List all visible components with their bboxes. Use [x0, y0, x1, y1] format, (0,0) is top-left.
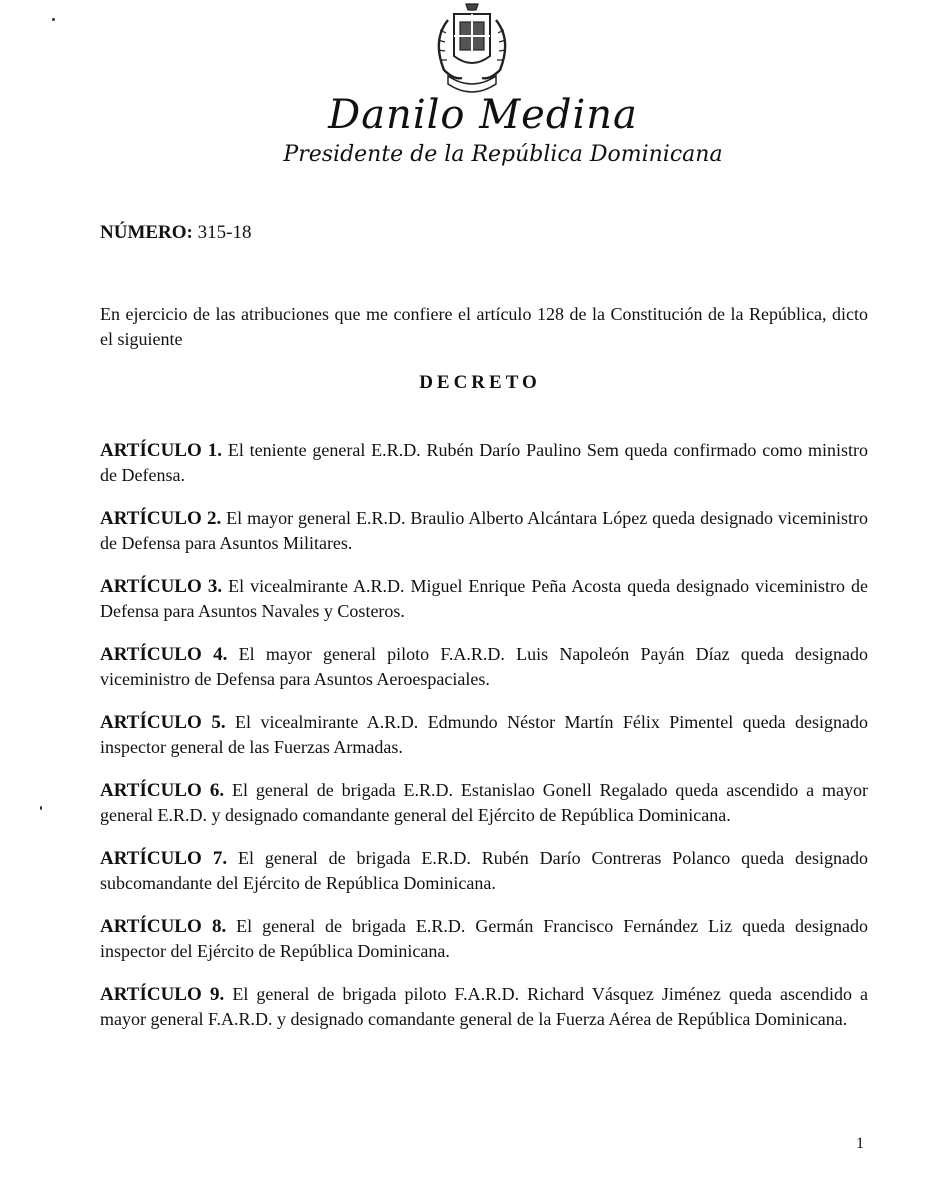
- article-label: ARTÍCULO 1.: [100, 440, 223, 461]
- decree-number-value: 315-18: [197, 222, 252, 243]
- article-5: [100, 710, 868, 759]
- decree-number: [100, 222, 251, 244]
- article-9: [100, 982, 868, 1031]
- scan-speck: [40, 806, 42, 810]
- article-2: [100, 506, 868, 555]
- article-6: [100, 778, 868, 827]
- decree-number-label: NÚMERO:: [100, 222, 193, 243]
- article-text: El vicealmirante A.R.D. Miguel Enrique Peña Acosta queda designado viceministro de Defensa para Asuntos Navales y Costeros.: [100, 576, 868, 621]
- article-3: [100, 574, 868, 623]
- article-label: ARTÍCULO 9.: [100, 984, 225, 1005]
- article-text: El teniente general E.R.D. Rubén Darío Paulino Sem queda confirmado como ministro de Defensa.: [100, 440, 869, 485]
- article-8: [100, 914, 868, 963]
- decree-heading: DECRETO: [419, 372, 541, 393]
- article-4: [100, 642, 868, 691]
- article-text: El vicealmirante A.R.D. Edmundo Néstor Martín Félix Pimentel queda designado inspector general de las Fuerzas Armadas.: [100, 712, 868, 757]
- article-label: ARTÍCULO 2.: [100, 508, 222, 529]
- article-label: ARTÍCULO 5.: [100, 712, 226, 733]
- article-1: [100, 438, 868, 487]
- president-name: Danilo Medina: [328, 92, 638, 138]
- articles-list: [100, 438, 868, 1050]
- intro-paragraph: En ejercicio de las atribuciones que me confiere el artículo 128 de la Constitución de la República, dicto el siguiente: [100, 304, 868, 349]
- page-number: 1: [856, 1135, 864, 1152]
- scan-speck: [52, 18, 55, 21]
- article-label: ARTÍCULO 4.: [100, 644, 228, 665]
- president-title: Presidente de la República Dominicana: [283, 142, 723, 167]
- article-text: El general de brigada piloto F.A.R.D. Richard Vásquez Jiménez queda ascendido a mayor general F.A.R.D. y designado comandante general de la Fuerza Aérea de República Dominicana.: [100, 984, 868, 1029]
- article-7: [100, 846, 868, 895]
- article-text: El mayor general piloto F.A.R.D. Luis Napoleón Payán Díaz queda designado viceministro de Defensa para Asuntos Aeroespaciales.: [100, 644, 868, 689]
- article-label: ARTÍCULO 3.: [100, 576, 223, 597]
- article-label: ARTÍCULO 7.: [100, 848, 228, 869]
- coat-of-arms-seal: [418, 0, 526, 100]
- article-text: El general de brigada E.R.D. Estanislao Gonell Regalado queda ascendido a mayor general E.R.D. y designado comandante general del Ejército de República Dominicana.: [100, 780, 868, 825]
- article-label: ARTÍCULO 8.: [100, 916, 227, 937]
- article-text: El mayor general E.R.D. Braulio Alberto Alcántara López queda designado viceministro de Defensa para Asuntos Militares.: [100, 508, 868, 553]
- article-text: El general de brigada E.R.D. Germán Francisco Fernández Liz queda designado inspector del Ejército de República Dominicana.: [100, 916, 868, 961]
- article-label: ARTÍCULO 6.: [100, 780, 225, 801]
- article-text: El general de brigada E.R.D. Rubén Darío Contreras Polanco queda designado subcomandante del Ejército de República Dominicana.: [100, 848, 868, 893]
